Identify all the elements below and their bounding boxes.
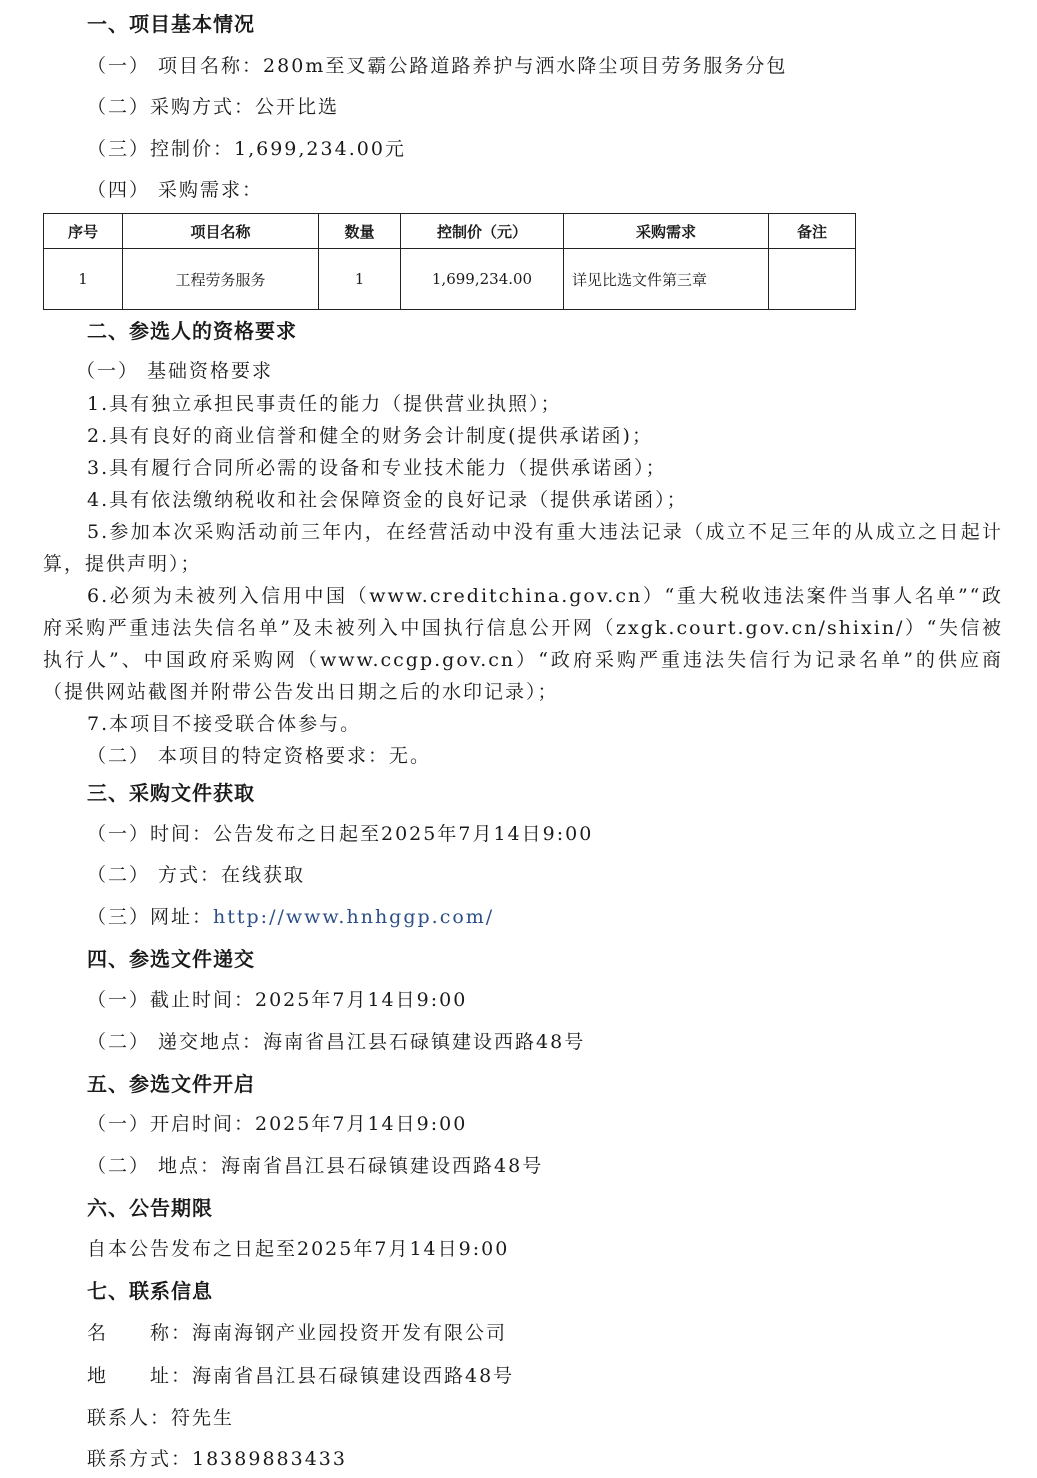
website-line bbox=[87, 904, 494, 930]
deadline-line: （一）截止时间：2025年7月14日9:00 bbox=[87, 989, 468, 1011]
header-quantity: 数量 bbox=[319, 214, 401, 249]
contact-company-line: 名 称：海南海钢产业园投资开发有限公司 bbox=[87, 1322, 508, 1344]
contact-phone-line: 联系方式：18389883433 bbox=[87, 1448, 347, 1470]
cell-remark bbox=[769, 249, 856, 310]
header-control-price: 控制价（元） bbox=[401, 214, 564, 249]
header-remark: 备注 bbox=[769, 214, 856, 249]
opening-place-line: （二） 地点：海南省昌江县石碌镇建设西路48号 bbox=[87, 1155, 544, 1177]
cell-quantity: 1 bbox=[319, 249, 401, 310]
qualification-item-2: 2.具有良好的商业信誉和健全的财务会计制度(提供承诺函)； bbox=[87, 425, 653, 447]
qualification-item-3: 3.具有履行合同所必需的设备和专业技术能力（提供承诺函）； bbox=[87, 457, 667, 479]
section-4-heading: 四、参选文件递交 bbox=[87, 947, 255, 971]
cell-index: 1 bbox=[44, 249, 123, 310]
qualification-item-4: 4.具有依法缴纳税收和社会保障资金的良好记录（提供承诺函）； bbox=[87, 489, 688, 511]
opening-time-line: （一）开启时间：2025年7月14日9:00 bbox=[87, 1113, 468, 1135]
table-row bbox=[44, 249, 856, 310]
submission-place-line: （二） 递交地点：海南省昌江县石碌镇建设西路48号 bbox=[87, 1031, 586, 1053]
section-2-heading: 二、参选人的资格要求 bbox=[87, 319, 297, 343]
section-7-heading: 七、联系信息 bbox=[87, 1279, 213, 1303]
cell-demand: 详见比选文件第三章 bbox=[564, 249, 769, 310]
qualification-item-7: 7.本项目不接受联合体参与。 bbox=[87, 713, 362, 735]
announcement-period-line: 自本公告发布之日起至2025年7月14日9:00 bbox=[87, 1238, 510, 1260]
cell-project-name: 工程劳务服务 bbox=[123, 249, 319, 310]
procurement-table bbox=[43, 213, 856, 310]
project-name-line: （一） 项目名称：280m至叉霸公路道路养护与洒水降尘项目劳务服务分包 bbox=[87, 55, 788, 77]
section-3-heading: 三、采购文件获取 bbox=[87, 781, 255, 805]
basic-qualification-subheading: （一） 基础资格要求 bbox=[76, 360, 274, 382]
specific-qualification-line: （二） 本项目的特定资格要求：无。 bbox=[87, 745, 432, 767]
section-6-heading: 六、公告期限 bbox=[87, 1196, 213, 1220]
cell-control-price: 1,699,234.00 bbox=[401, 249, 564, 310]
website-label: （三）网址： bbox=[87, 906, 214, 928]
header-demand: 采购需求 bbox=[564, 214, 769, 249]
website-link[interactable]: http://www.hnhggp.com/ bbox=[213, 906, 495, 928]
acquisition-time-line: （一）时间：公告发布之日起至2025年7月14日9:00 bbox=[87, 823, 594, 845]
qualification-item-6: 6.必须为未被列入信用中国（www.creditchina.gov.cn）“重大税收违法案件当事人名单”“政府采购严重违法失信名单”及未被列入中国执行信息公开网（zxgk.court.gov.cn/shixin/）“失信被执行人”、中国政府采购网（www.ccgp.gov.cn）“政府采购严重违法失信行为记录名单”的供应商（提供网站截图并附带公告发出日期之后的水印记录）； bbox=[43, 585, 1003, 703]
contact-address-line: 地 址：海南省昌江县石碌镇建设西路48号 bbox=[87, 1365, 515, 1387]
procurement-demand-line: （四） 采购需求： bbox=[87, 179, 264, 201]
qualification-item-5: 5.参加本次采购活动前三年内，在经营活动中没有重大违法记录（成立不足三年的从成立之日起计算，提供声明）； bbox=[43, 521, 1003, 575]
section-1-heading: 一、项目基本情况 bbox=[87, 12, 255, 36]
table-header-row bbox=[44, 214, 856, 249]
contact-person-line: 联系人：符先生 bbox=[87, 1407, 235, 1429]
procurement-method-line: （二）采购方式：公开比选 bbox=[87, 96, 340, 118]
control-price-line: （三）控制价：1,699,234.00元 bbox=[87, 138, 406, 160]
header-project-name: 项目名称 bbox=[123, 214, 319, 249]
acquisition-method-line: （二） 方式：在线获取 bbox=[87, 864, 306, 886]
section-5-heading: 五、参选文件开启 bbox=[87, 1072, 255, 1096]
qualification-item-1: 1.具有独立承担民事责任的能力（提供营业执照）； bbox=[87, 393, 562, 415]
header-index: 序号 bbox=[44, 214, 123, 249]
